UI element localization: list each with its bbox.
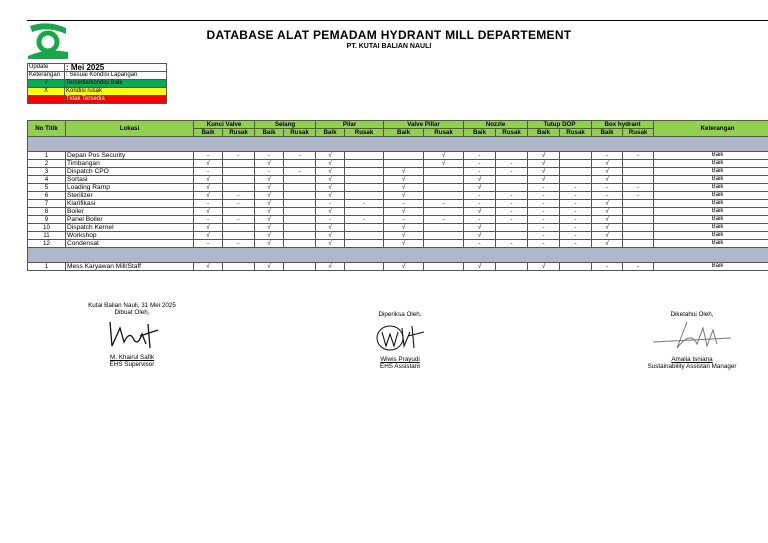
status-cell: √ [384,208,424,216]
status-cell [345,240,384,248]
row-number: 12 [28,240,66,248]
status-cell: √ [424,152,464,160]
col-lokasi-header: Lokasi [66,121,194,137]
status-cell: - [223,192,255,200]
status-cell [223,160,255,168]
status-cell: √ [384,168,424,176]
status-cell [496,152,528,160]
status-cell [345,168,384,176]
status-cell: √ [316,192,345,200]
status-cell: √ [528,152,560,160]
table-row [28,176,768,184]
update-value: : Mei 2025 [65,64,167,72]
status-cell [560,168,592,176]
status-cell [284,184,316,192]
status-cell [623,176,654,184]
group-header: Tutup DOP [528,121,592,129]
status-cell: √ [384,224,424,232]
sub-header-baik: Baik [194,129,223,137]
row-keterangan: Baik [654,240,768,248]
col-no-header: No Titik [28,121,66,137]
row-location: Timbangan [66,160,194,168]
status-cell: √ [592,240,623,248]
status-cell: - [528,232,560,240]
table-row [28,168,768,176]
status-cell: - [223,152,255,160]
status-cell: - [560,184,592,192]
row-location: Sortasi [66,176,194,184]
status-cell: - [623,184,654,192]
sub-header-rusak: Rusak [623,129,654,137]
keterangan-label: Keterangan [28,72,65,80]
status-cell: - [424,200,464,208]
status-cell: √ [464,224,496,232]
status-cell: - [528,216,560,224]
status-cell: - [528,192,560,200]
status-cell [623,160,654,168]
status-cell: √ [384,176,424,184]
status-cell [623,208,654,216]
status-cell: - [496,192,528,200]
row-location: Depan Pos Security [66,152,194,160]
row-number: 6 [28,192,66,200]
status-cell: - [255,168,284,176]
row-number: 3 [28,168,66,176]
status-cell: - [560,240,592,248]
status-cell: √ [255,240,284,248]
status-cell: √ [316,184,345,192]
status-cell [223,184,255,192]
row-location: Boiler [66,208,194,216]
table-body [28,137,768,271]
status-cell: √ [316,160,345,168]
status-cell [284,232,316,240]
status-cell [223,208,255,216]
group-header: Kunci Valve [194,121,255,129]
status-cell: √ [316,208,345,216]
status-cell: √ [464,263,496,271]
status-cell: √ [528,176,560,184]
table-row [28,224,768,232]
status-cell [424,224,464,232]
status-cell: √ [255,216,284,224]
status-cell: √ [255,192,284,200]
status-cell: - [528,200,560,208]
status-cell [345,192,384,200]
sub-header-baik: Baik [464,129,496,137]
legend-text-good: Tersedia/kondisi Baik [65,80,167,88]
made-by-label: Dibuat Oleh, [114,309,150,316]
status-cell: √ [194,160,223,168]
sub-header-baik: Baik [255,129,284,137]
row-keterangan: Baik [654,263,768,271]
status-cell [424,208,464,216]
status-cell: - [194,240,223,248]
status-cell: √ [316,176,345,184]
legend-symbol-unavailable [28,96,65,104]
table-row [28,192,768,200]
sub-header-rusak: Rusak [496,129,528,137]
sub-header-rusak: Rusak [424,129,464,137]
status-cell [345,160,384,168]
status-cell: √ [592,232,623,240]
status-cell: - [623,263,654,271]
status-cell: - [496,208,528,216]
row-number: 7 [28,200,66,208]
status-cell [284,176,316,184]
status-cell: - [560,192,592,200]
row-number: 5 [28,184,66,192]
place-date: Kutai Balian Nauli, 31 Mei 2025 [88,302,176,309]
status-cell [424,192,464,200]
status-cell: - [384,216,424,224]
company-logo-icon [26,22,70,60]
status-cell [560,160,592,168]
status-cell: - [255,152,284,160]
status-cell: √ [592,160,623,168]
update-label: Update [28,64,65,72]
row-number: 10 [28,224,66,232]
legend-text-unavailable: Tidak Tersedia [65,96,167,104]
status-cell: - [345,216,384,224]
status-cell [424,168,464,176]
status-cell [384,152,424,160]
row-keterangan: Baik [654,208,768,216]
row-number: 2 [28,160,66,168]
status-cell: √ [316,168,345,176]
status-cell [223,224,255,232]
status-cell: - [560,208,592,216]
row-number: 1 [28,152,66,160]
status-cell: - [496,160,528,168]
status-cell [424,232,464,240]
known-by-label: Diketahui Oleh, [670,311,714,318]
status-cell: √ [592,176,623,184]
group-header: Nozzle [464,121,528,129]
status-cell: - [496,168,528,176]
signature-checked-by [350,311,450,370]
status-cell: √ [194,208,223,216]
status-cell [345,184,384,192]
signature-made-by [82,302,182,368]
sub-header-baik: Baik [592,129,623,137]
status-cell [384,160,424,168]
group-header: Selang [255,121,316,129]
status-cell: - [592,263,623,271]
status-cell [623,240,654,248]
status-cell: - [284,152,316,160]
status-cell [424,240,464,248]
status-cell: √ [592,216,623,224]
status-cell: - [464,240,496,248]
row-location: Loading Ramp [66,184,194,192]
status-cell: - [528,208,560,216]
table-row [28,200,768,208]
status-cell: √ [194,176,223,184]
status-cell [284,240,316,248]
status-cell [560,176,592,184]
keterangan-value: : Sesuai Kondisi Lapangan [65,72,167,80]
row-number: 4 [28,176,66,184]
status-cell [345,208,384,216]
signature-scribble-icon [102,316,162,352]
row-location: Dispatch CPO [66,168,194,176]
status-cell: √ [316,263,345,271]
table-row [28,184,768,192]
status-cell: - [560,224,592,232]
sub-header-rusak: Rusak [345,129,384,137]
status-cell: - [384,200,424,208]
status-cell: - [592,152,623,160]
signature-known-by [632,311,752,370]
sub-header-rusak: Rusak [223,129,255,137]
status-cell: √ [255,263,284,271]
group-header: Valve Pillar [384,121,464,129]
status-cell: - [560,232,592,240]
row-keterangan: Baik [654,176,768,184]
table-row [28,263,768,271]
status-cell: - [464,152,496,160]
status-cell: √ [528,168,560,176]
legend-table [27,63,167,104]
status-cell: √ [528,160,560,168]
status-cell [345,224,384,232]
legend-symbol-good: √ [28,80,65,88]
status-cell: √ [384,232,424,240]
checked-by-name: Wiwis Prayudi [380,356,420,363]
row-keterangan: Baik [654,232,768,240]
status-cell [496,184,528,192]
legend-symbol-broken: X [28,88,65,96]
status-cell [223,168,255,176]
status-cell: - [284,168,316,176]
status-cell: √ [194,263,223,271]
table-row [28,240,768,248]
row-location: Dispatch Kernel [66,224,194,232]
group-header: Box hydrant [592,121,654,129]
status-cell [223,176,255,184]
status-cell: - [194,216,223,224]
status-cell [345,176,384,184]
status-cell: √ [316,232,345,240]
hydrant-table [27,120,768,271]
status-cell: - [223,240,255,248]
status-cell: - [560,200,592,208]
row-number: 1 [28,263,66,271]
row-location: Klarifikasi [66,200,194,208]
status-cell [623,224,654,232]
row-keterangan: Baik [654,152,768,160]
status-cell [284,200,316,208]
status-cell: √ [384,240,424,248]
table-row [28,208,768,216]
status-cell [496,224,528,232]
status-cell: √ [592,168,623,176]
status-cell: √ [255,160,284,168]
row-location: Condensat [66,240,194,248]
status-cell: - [496,240,528,248]
status-cell: - [592,184,623,192]
status-cell [424,184,464,192]
status-cell [284,192,316,200]
sub-header-baik: Baik [528,129,560,137]
status-cell: - [496,216,528,224]
status-cell: - [560,216,592,224]
status-cell: - [194,200,223,208]
status-cell [560,263,592,271]
status-cell: - [194,152,223,160]
table-row [28,232,768,240]
status-cell [223,263,255,271]
status-cell: √ [255,232,284,240]
sub-header-rusak: Rusak [560,129,592,137]
status-cell: √ [592,208,623,216]
status-cell: √ [384,184,424,192]
status-cell [560,152,592,160]
row-keterangan: Baik [654,200,768,208]
status-cell: - [223,216,255,224]
row-number: 8 [28,208,66,216]
status-cell: - [464,160,496,168]
status-cell: √ [384,192,424,200]
status-cell: - [316,216,345,224]
row-keterangan: Baik [654,216,768,224]
status-cell: √ [255,176,284,184]
made-by-name: M. Khairul Safik [109,354,155,361]
status-cell: √ [384,263,424,271]
status-cell: √ [464,208,496,216]
sub-header-baik: Baik [316,129,345,137]
status-cell [496,263,528,271]
status-cell [623,232,654,240]
table-row [28,160,768,168]
col-keterangan-header: Keterangan [654,121,768,137]
status-cell [623,168,654,176]
status-cell [284,224,316,232]
status-cell: - [464,216,496,224]
status-cell [496,176,528,184]
status-cell [623,216,654,224]
status-cell: √ [592,224,623,232]
status-cell: - [623,192,654,200]
status-cell: √ [592,200,623,208]
made-by-title: EHS Supervisor [109,361,155,368]
status-cell [424,263,464,271]
status-cell [345,232,384,240]
status-cell: - [316,200,345,208]
status-cell: √ [255,208,284,216]
signature-scribble-icon [647,318,737,354]
status-cell: - [528,224,560,232]
row-keterangan: Baik [654,192,768,200]
status-cell: - [592,192,623,200]
status-cell: √ [255,224,284,232]
status-cell: √ [194,184,223,192]
status-cell: - [194,168,223,176]
checked-by-title: EHS Assistant [380,363,420,370]
status-cell: √ [528,263,560,271]
legend-text-broken: Kondisi rusak [65,88,167,96]
table-row [28,152,768,160]
status-cell: - [223,200,255,208]
row-number: 9 [28,216,66,224]
status-cell: - [424,216,464,224]
sub-header-baik: Baik [384,129,424,137]
row-keterangan: Baik [654,184,768,192]
checked-by-label: Diperiksa Oleh, [378,311,422,318]
status-cell: √ [194,224,223,232]
status-cell: - [345,200,384,208]
status-cell [623,200,654,208]
row-location: Mess Karyawan Mill/Staff [66,263,194,271]
row-keterangan: Baik [654,160,768,168]
page-title: DATABASE ALAT PEMADAM HYDRANT MILL DEPARTEMENT [206,28,572,42]
status-cell: - [528,184,560,192]
status-cell: - [496,200,528,208]
status-cell [284,160,316,168]
status-cell: √ [194,192,223,200]
section-separator [28,248,768,263]
status-cell: √ [464,232,496,240]
row-keterangan: Baik [654,168,768,176]
status-cell [345,152,384,160]
status-cell: √ [316,224,345,232]
status-cell: - [464,168,496,176]
status-cell: - [464,192,496,200]
section-separator-row [28,137,768,152]
known-by-name: Amalia Isniana [671,356,713,363]
status-cell [223,232,255,240]
row-keterangan: Baik [654,224,768,232]
status-cell: √ [255,200,284,208]
status-cell: √ [464,176,496,184]
status-cell: - [464,200,496,208]
status-cell [345,263,384,271]
status-cell [284,216,316,224]
status-cell: √ [316,240,345,248]
known-by-title: Sustainability Assistan Manager [647,363,737,370]
header-rule [27,20,768,21]
row-location: Workshop [66,232,194,240]
row-location: Panel Boiler [66,216,194,224]
group-header: Pilar [316,121,384,129]
status-cell: √ [194,232,223,240]
row-location: Sterilizer [66,192,194,200]
sub-header-rusak: Rusak [284,129,316,137]
status-cell: √ [255,184,284,192]
status-cell: √ [464,184,496,192]
status-cell: √ [424,160,464,168]
status-cell [284,208,316,216]
status-cell: - [528,240,560,248]
status-cell [424,176,464,184]
status-cell: - [623,152,654,160]
company-name: PT. KUTAI BALIAN NAULI [346,43,432,50]
table-row [28,216,768,224]
row-number: 11 [28,232,66,240]
status-cell [496,232,528,240]
section-separator-row [28,248,768,263]
signature-scribble-icon [370,318,430,354]
section-separator [28,137,768,152]
status-cell [284,263,316,271]
status-cell: √ [316,152,345,160]
